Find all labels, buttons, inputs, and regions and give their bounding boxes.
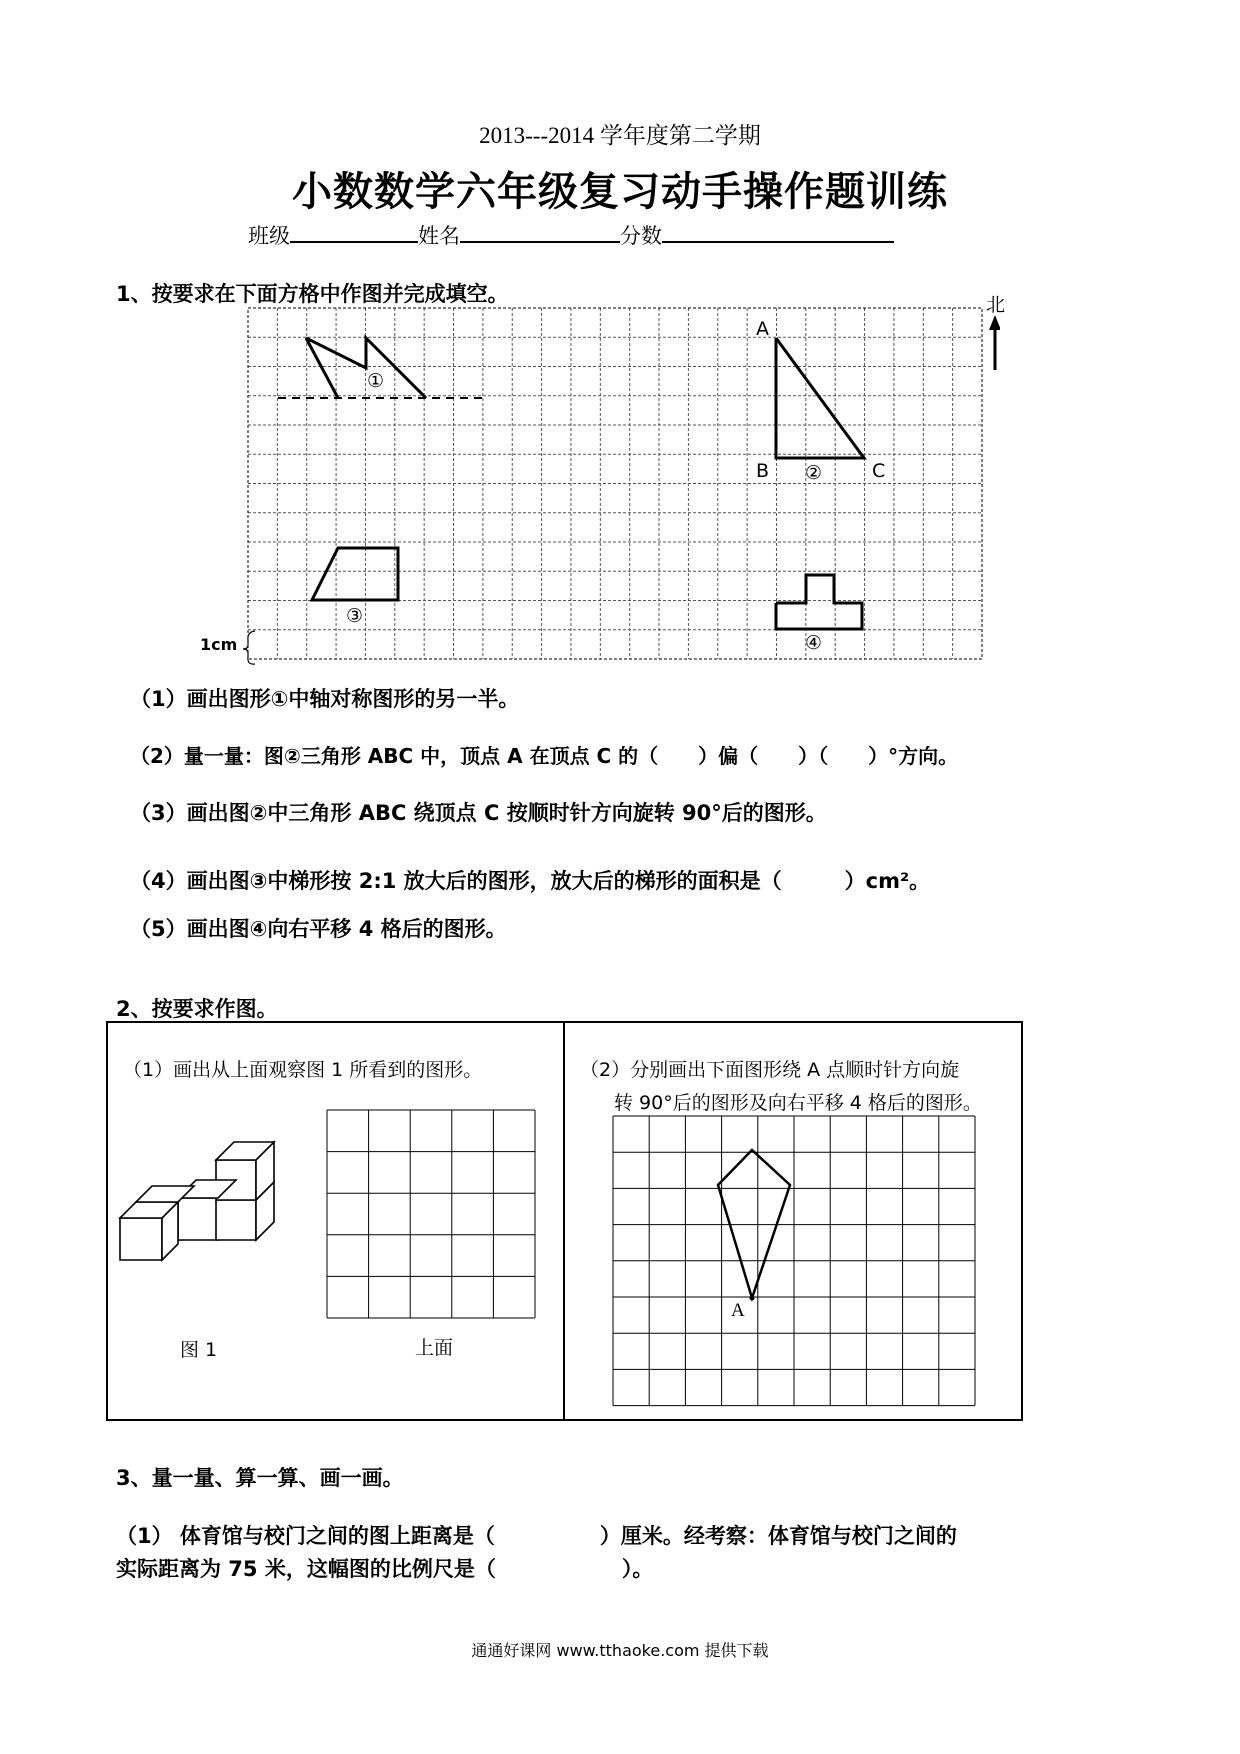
fig4-shape: [776, 575, 862, 629]
north-arrowhead: [989, 315, 1000, 330]
q1-item-1: （1）画出图形①中轴对称图形的另一半。: [130, 687, 520, 711]
fig4-label: ④: [805, 632, 823, 654]
fig2-triangle: [776, 338, 864, 458]
top-view-grid: [327, 1110, 535, 1318]
point-a-label: A: [731, 1300, 745, 1321]
cube-stack: [120, 1142, 274, 1260]
q1-heading: 1、按要求在下面方格中作图并完成填空。: [116, 282, 509, 306]
q3-line-2: 实际距离为 75 米，这幅图的比例尺是（ ）。: [116, 1557, 654, 1581]
fig2-label: ②: [805, 462, 823, 484]
q1-item-3: （3）画出图②中三角形 ABC 绕顶点 C 按顺时针方向旋转 90°后的图形。: [130, 801, 827, 825]
rotation-grid: [613, 1116, 975, 1406]
kite-shape: [718, 1150, 790, 1298]
vertex-b-label: B: [756, 460, 770, 482]
top-view-label: 上面: [415, 1337, 454, 1359]
class-label: 班级: [248, 224, 290, 248]
page-title: 小数数学六年级复习动手操作题训练: [292, 169, 948, 215]
class-blank[interactable]: [290, 223, 418, 243]
fig1-shape: [306, 338, 426, 398]
fig3-trapezoid: [312, 548, 398, 600]
point-a-dot: [750, 1296, 755, 1301]
q2-left-instruction: （1）画出从上面观察图 1 所看到的图形。: [123, 1059, 483, 1081]
score-label: 分数: [620, 224, 662, 248]
name-label: 姓名: [418, 224, 460, 248]
vertex-a-label: A: [756, 318, 769, 340]
q1-item-2: （2）量一量：图②三角形 ABC 中，顶点 A 在顶点 C 的（ ）偏（ ）（ ）°方向。: [130, 744, 959, 768]
figure-1-label: 图 1: [180, 1339, 218, 1361]
north-label: 北: [986, 294, 1006, 316]
q1-item-4: （4）画出图③中梯形按 2:1 放大后的图形，放大后的梯形的面积是（ ）cm²。: [130, 869, 931, 893]
scale-label: 1cm: [200, 635, 238, 654]
footer-credit: 通通好课网 www.tthaoke.com 提供下载: [471, 1641, 769, 1660]
q1-item-5: （5）画出图④向右平移 4 格后的图形。: [130, 917, 507, 941]
name-blank[interactable]: [460, 223, 620, 243]
score-blank[interactable]: [662, 223, 894, 243]
term-subtitle: 2013---2014 学年度第二学期: [479, 123, 761, 148]
q3-line-1: （1） 体育馆与校门之间的图上距离是（ ）厘米。经考察：体育馆与校门之间的: [116, 1524, 957, 1548]
q3-heading: 3、量一量、算一算、画一画。: [116, 1466, 404, 1490]
q2-right-instruction-1: （2）分别画出下面图形绕 A 点顺时针方向旋: [580, 1059, 960, 1081]
fig1-label: ①: [367, 370, 385, 392]
student-info-row: [248, 220, 894, 250]
q2-heading: 2、按要求作图。: [116, 997, 278, 1021]
fig3-label: ③: [346, 605, 364, 627]
vertex-c-label: C: [872, 460, 886, 482]
q2-right-instruction-2: 转 90°后的图形及向右平移 4 格后的图形。: [614, 1092, 982, 1114]
